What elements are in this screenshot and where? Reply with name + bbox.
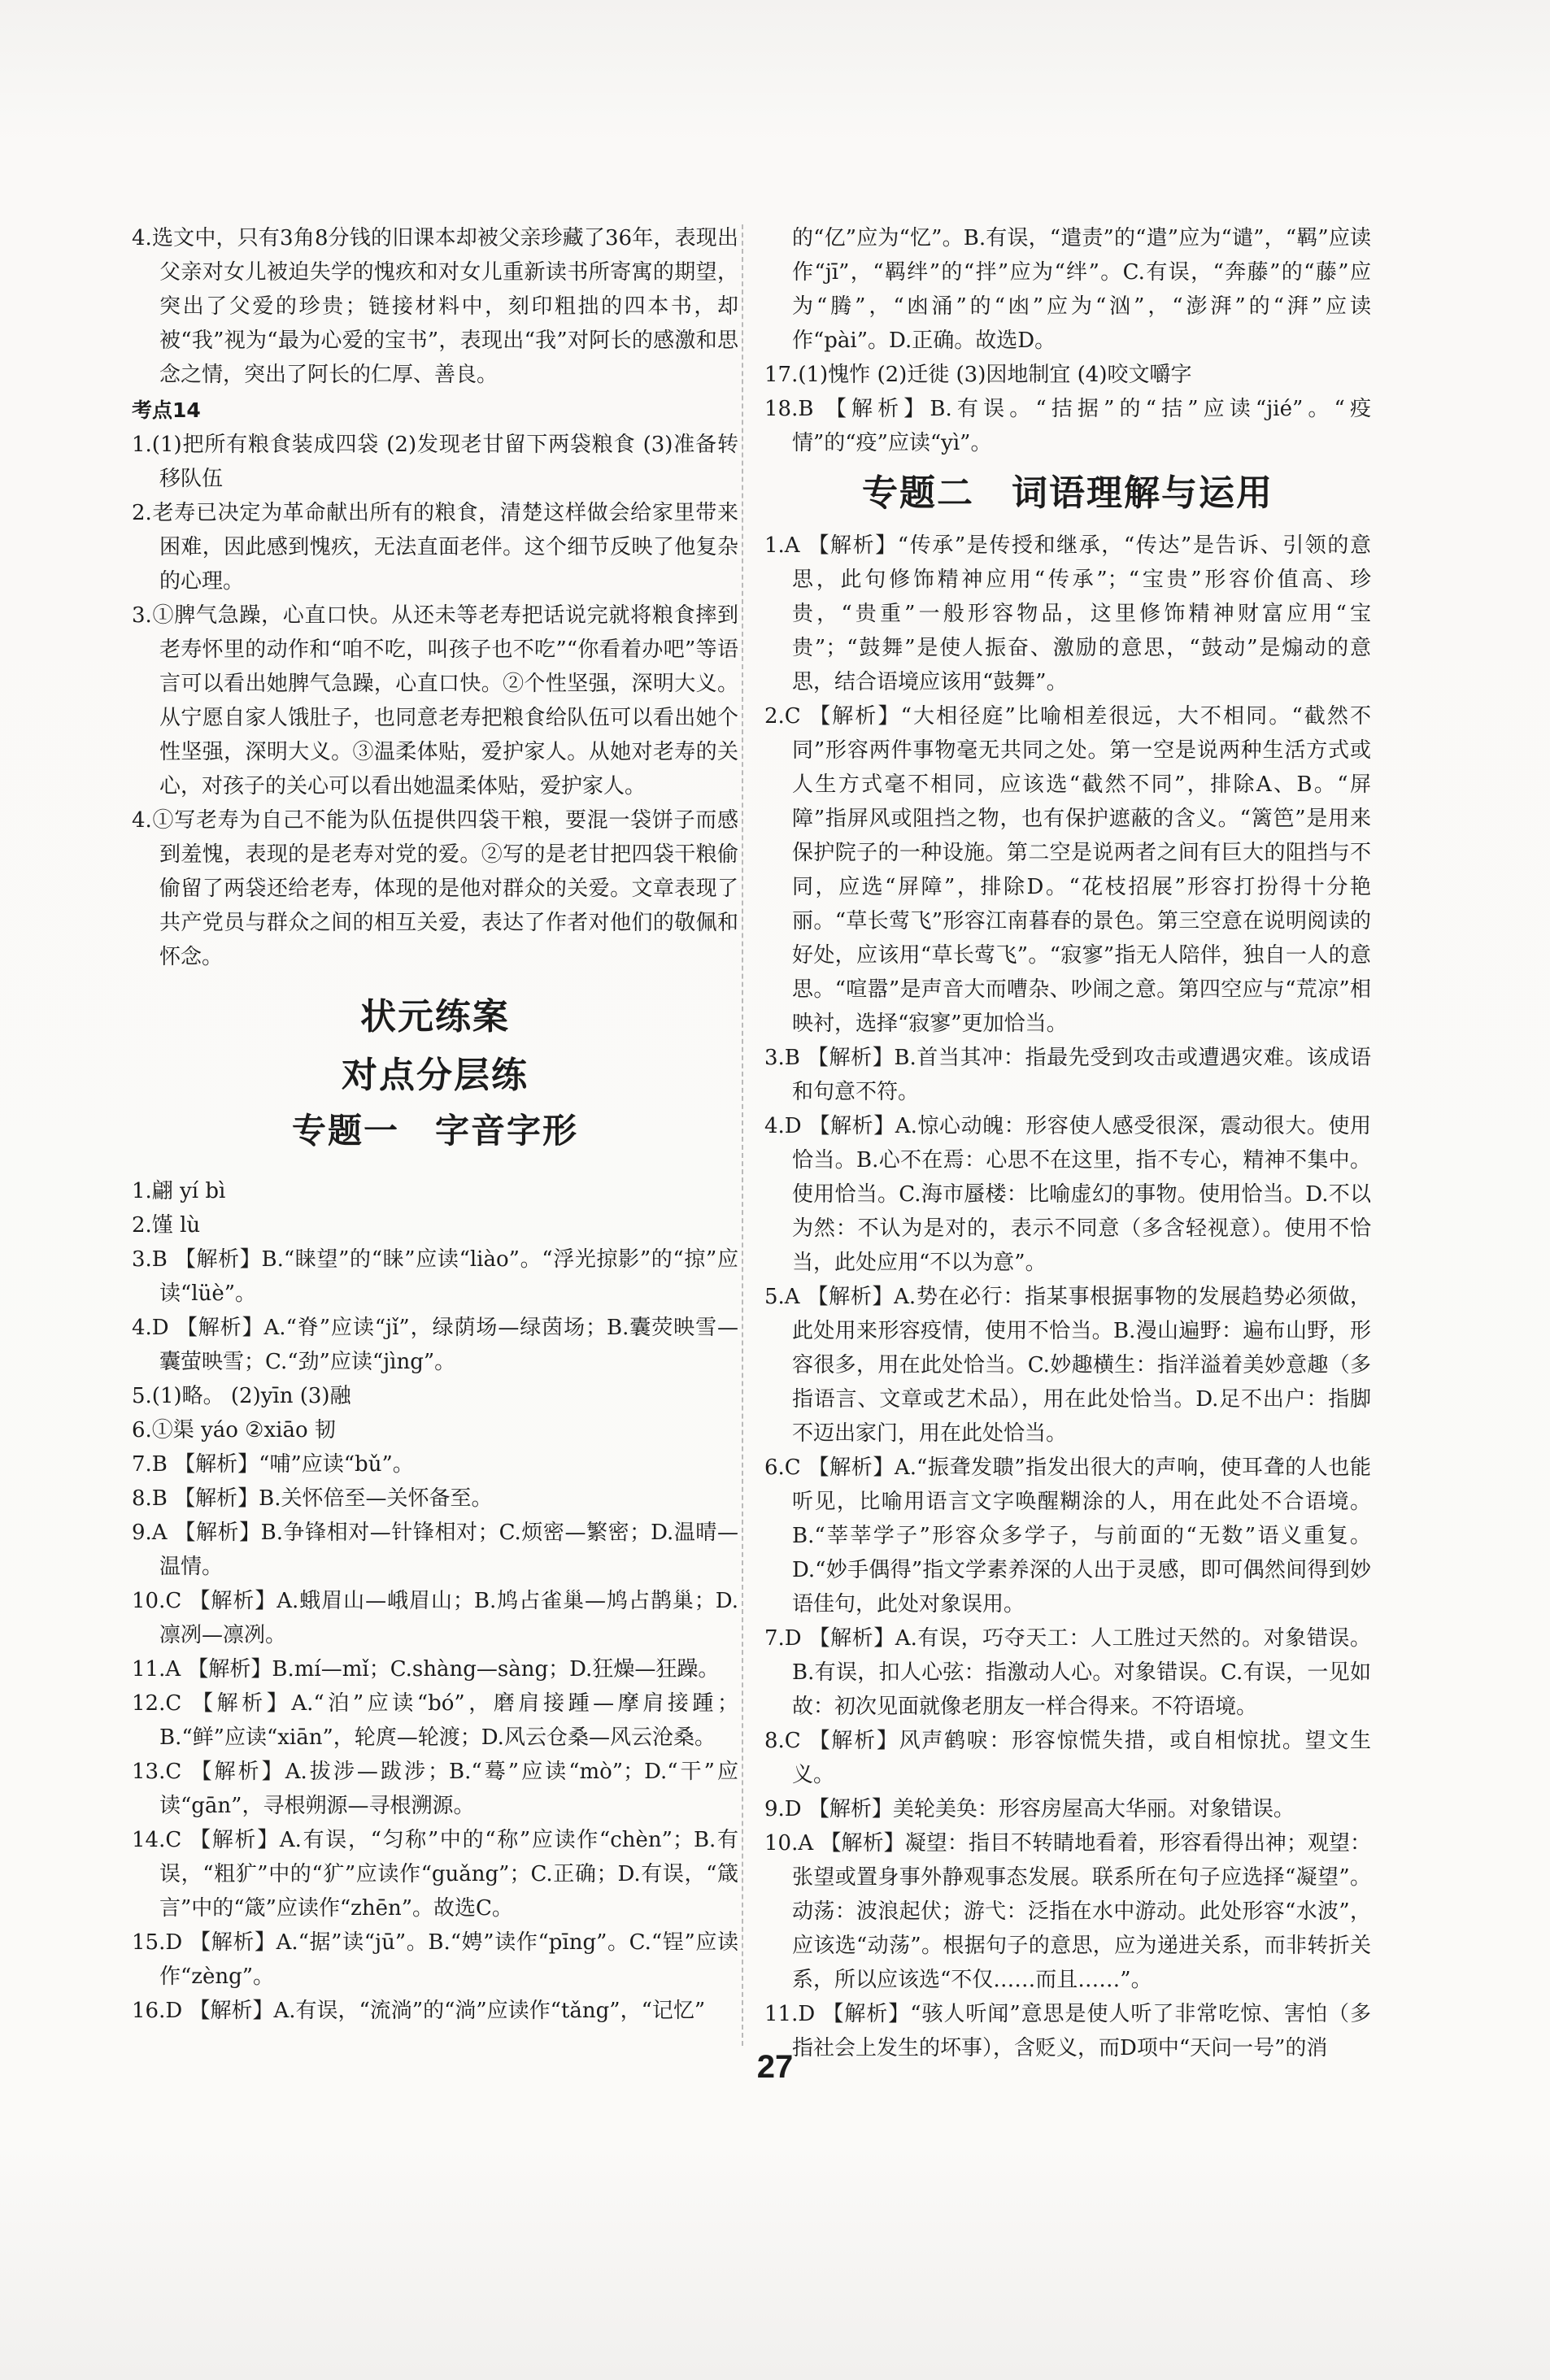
answer-item: 18.B 【解析】B.有误。“拮据”的“拮”应读“jié”。“疫情”的“疫”应读“yì”。 xyxy=(764,397,1371,455)
answer-item: 3.B 【解析】B.“睐望”的“睐”应读“liào”。“浮光掠影”的“掠”应读“lüè”。 xyxy=(132,1247,738,1306)
answer-item: 11.D 【解析】“骇人听闻”意思是使人听了非常吃惊、害怕（多指社会上发生的坏事），含贬义，而D项中“天问一号”的消 xyxy=(764,2002,1371,2060)
answer-item: 8.B 【解析】B.关怀倍至—关怀备至。 xyxy=(132,1486,493,1511)
answer-item: 10.C 【解析】A.蛾眉山—峨眉山；B.鸠占雀巢—鸠占鹊巢；D.凛冽—凛冽。 xyxy=(132,1589,738,1647)
answer-item: 6.C 【解析】A.“振聋发聩”指发出很大的声响，使耳聋的人也能听见，比喻用语言文字唤醒糊涂的人，用在此处不合语境。B.“莘莘学子”形容众多学子，与前面的“无数”语义重复。D.“妙手偶得”指文学素养深的人出于灵感，即可偶然间得到妙语佳句，此处对象误用。 xyxy=(764,1455,1371,1616)
answer-item: 1.A 【解析】“传承”是传授和继承，“传达”是告诉、引领的意思，此句修饰精神应用“传承”；“宝贵”形容价值高、珍贵，“贵重”一般形容物品，这里修饰精神财富应用“宝贵”；“鼓舞”是使人振奋、激励的意思，“鼓动”是煽动的意思，结合语境应该用“鼓舞”。 xyxy=(764,533,1371,694)
answer-item: 的“亿”应为“忆”。B.有误，“遣责”的“遣”应为“谴”，“羁”应读作“jī”，“羁绊”的“拌”应为“绊”。C.有误，“奔藤”的“藤”应为“腾”，“凼涌”的“凼”应为“汹”，“澎湃”的“湃”应读作“pài”。D.正确。故选D。 xyxy=(792,226,1371,353)
answer-item: 8.C 【解析】风声鹤唳：形容惊慌失措，或自相惊扰。望文生义。 xyxy=(764,1729,1371,1787)
answer-item: 2.馑 lù xyxy=(132,1213,201,1238)
answer-item: 5.A 【解析】A.势在必行：指某事根据事物的发展趋势必须做，此处用来形容疫情，使用不恰当。B.漫山遍野：遍布山野，形容很多，用在此处恰当。C.妙趣横生：指洋溢着美妙意趣（多指语言、文章或艺术品），用在此处恰当。D.足不出户：指脚不迈出家门，用在此处恰当。 xyxy=(764,1285,1371,1446)
answer-item: 10.A 【解析】凝望：指目不转睛地看着，形容看得出神；观望：张望或置身事外静观事态发展。联系所在句子应选择“凝望”。动荡：波浪起伏；游弋：泛指在水中游动。此处形容“水波”，应该选“动荡”。根据句子的意思，应为递进关系，而非转折关系，所以应该选“不仅……而且……”。 xyxy=(764,1831,1371,1992)
heading-topic-1: 专题一 字音字形 xyxy=(291,1111,578,1151)
answer-item: 16.D 【解析】A.有误，“流淌”的“淌”应读作“tǎng”，“记忆” xyxy=(132,1999,706,2023)
answer-item: 15.D 【解析】A.“据”读“jū”。B.“娉”读作“pīng”。C.“锃”应读作“zèng”。 xyxy=(132,1930,738,1989)
answer-item: 13.C 【解析】A.拔涉—跋涉；B.“蓦”应读“mò”；D.“干”应读“gān”，寻根朔源—寻根溯源。 xyxy=(132,1760,738,1818)
answer-item: 11.A 【解析】B.mí—mǐ；C.shàng—sàng；D.狂燥—狂躁。 xyxy=(132,1657,720,1682)
answer-item: 3.①脾气急躁，心直口快。从还未等老寿把话说完就将粮食摔到老寿怀里的动作和“咱不吃，叫孩子也不吃”“你看着办吧”等语言可以看出她脾气急躁，心直口快。②个性坚强，深明大义。从宁愿自家人饿肚子，也同意老寿把粮食给队伍可以看出她个性坚强，深明大义。③温柔体贴，爱护家人。从她对老寿的关心，对孩子的关心可以看出她温柔体贴，爱护家人。 xyxy=(132,603,738,798)
answer-item: 1.(1)把所有粮食装成四袋 (2)发现老甘留下两袋粮食 (3)准备转移队伍 xyxy=(132,433,738,491)
answer-item: 12.C 【解析】A.“泊”应读“bó”，磨肩接踵—摩肩接踵；B.“鲜”应读“xiān”，轮庹—轮渡；D.风云仓桑—风云沧桑。 xyxy=(132,1691,738,1750)
answer-item: 17.(1)愧怍 (2)迁徙 (3)因地制宜 (4)咬文嚼字 xyxy=(764,363,1192,387)
answer-item: 7.B 【解析】“哺”应读“bǔ”。 xyxy=(132,1452,414,1477)
answer-item: 6.①渠 yáo ②xiāo 韧 xyxy=(132,1418,336,1442)
answer-item: 2.C 【解析】“大相径庭”比喻相差很远，大不相同。“截然不同”形容两件事物毫无共同之处。第一空是说两种生活方式或人生方式毫不相同，应该选“截然不同”，排除A、B。“屏障”指屏风或阻挡之物，也有保护遮蔽的含义。“篱笆”是用来保护院子的一种设施。第二空是说两者之间有巨大的阻挡与不同，应选“屏障”，排除D。“花枝招展”形容打扮得十分艳丽。“草长莺飞”形容江南暮春的景色。第三空意在说明阅读的好处，应该用“草长莺飞”。“寂寥”指无人陪伴，独自一人的意思。“喧嚣”是声音大而嘈杂、吵闹之意。第四空应与“荒凉”相映衬，选择“寂寥”更加恰当。 xyxy=(764,704,1371,1036)
heading-zhuangyuan: 状元练案 xyxy=(360,996,510,1038)
column-divider xyxy=(742,224,743,2046)
answer-item: 3.B 【解析】B.首当其冲：指最先受到攻击或遭遇灾难。该成语和句意不符。 xyxy=(764,1046,1371,1104)
left-column xyxy=(132,221,738,2028)
answer-item: 5.(1)略。 (2)yīn (3)融 xyxy=(132,1384,351,1408)
heading-topic-2: 专题二 词语理解与运用 xyxy=(862,472,1274,514)
right-column xyxy=(764,221,1371,2065)
answer-item: 4.D 【解析】A.“脊”应读“jǐ”，绿荫场—绿茵场；B.囊荧映雪—囊萤映雪；C.“劲”应读“jìng”。 xyxy=(132,1316,738,1374)
answer-item: 14.C 【解析】A.有误，“匀称”中的“称”应读作“chèn”；B.有误，“粗犷”中的“犷”应读作“guǎng”；C.正确；D.有误，“箴言”中的“箴”应读作“zhēn”。故选C。 xyxy=(132,1828,738,1921)
answer-item: 1.翩 yí bì xyxy=(132,1179,226,1203)
answer-item: 2.老寿已决定为革命献出所有的粮食，清楚这样做会给家里带来困难，因此感到愧疚，无法直面老伴。这个细节反映了他复杂的心理。 xyxy=(132,501,738,594)
page-number: 27 xyxy=(756,2049,794,2085)
answer-item: 4.选文中，只有3角8分钱的旧课本却被父亲珍藏了36年，表现出父亲对女儿被迫失学的愧疚和对女儿重新读书所寄寓的期望，突出了父爱的珍贵；链接材料中，刻印粗拙的四本书，却被“我”视为“最为心爱的宝书”，表现出“我”对阿长的感激和思念之情，突出了阿长的仁厚、善良。 xyxy=(132,226,738,387)
answer-item: 4.D 【解析】A.惊心动魄：形容使人感受很深，震动很大。使用恰当。B.心不在焉：心思不在这里，指不专心，精神不集中。使用恰当。C.海市蜃楼：比喻虚幻的事物。使用恰当。D.不以为然：不认为是对的，表示不同意（多含轻视意）。使用不恰当，此处应用“不以为意”。 xyxy=(764,1114,1371,1275)
section-label-kaodian: 考点14 xyxy=(132,398,201,422)
answer-item: 7.D 【解析】A.有误，巧夺天工：人工胜过天然的。对象错误。B.有误，扣人心弦：指激动人心。对象错误。C.有误，一见如故：初次见面就像老朋友一样合得来。不符语境。 xyxy=(764,1626,1371,1719)
answer-item: 9.A 【解析】B.争锋相对—针锋相对；C.烦密—繁密；D.温晴—温情。 xyxy=(132,1521,738,1579)
answer-item: 4.①写老寿为自己不能为队伍提供四袋干粮，要混一袋饼子而感到羞愧，表现的是老寿对党的爱。②写的是老甘把四袋干粮偷偷留了两袋还给老寿，体现的是他对群众的关爱。文章表现了共产党员与群众之间的相互关爱，表达了作者对他们的敬佩和怀念。 xyxy=(132,808,738,969)
answer-item: 9.D 【解析】美轮美奂：形容房屋高大华丽。对象错误。 xyxy=(764,1797,1295,1821)
heading-duidian: 对点分层练 xyxy=(342,1055,529,1096)
